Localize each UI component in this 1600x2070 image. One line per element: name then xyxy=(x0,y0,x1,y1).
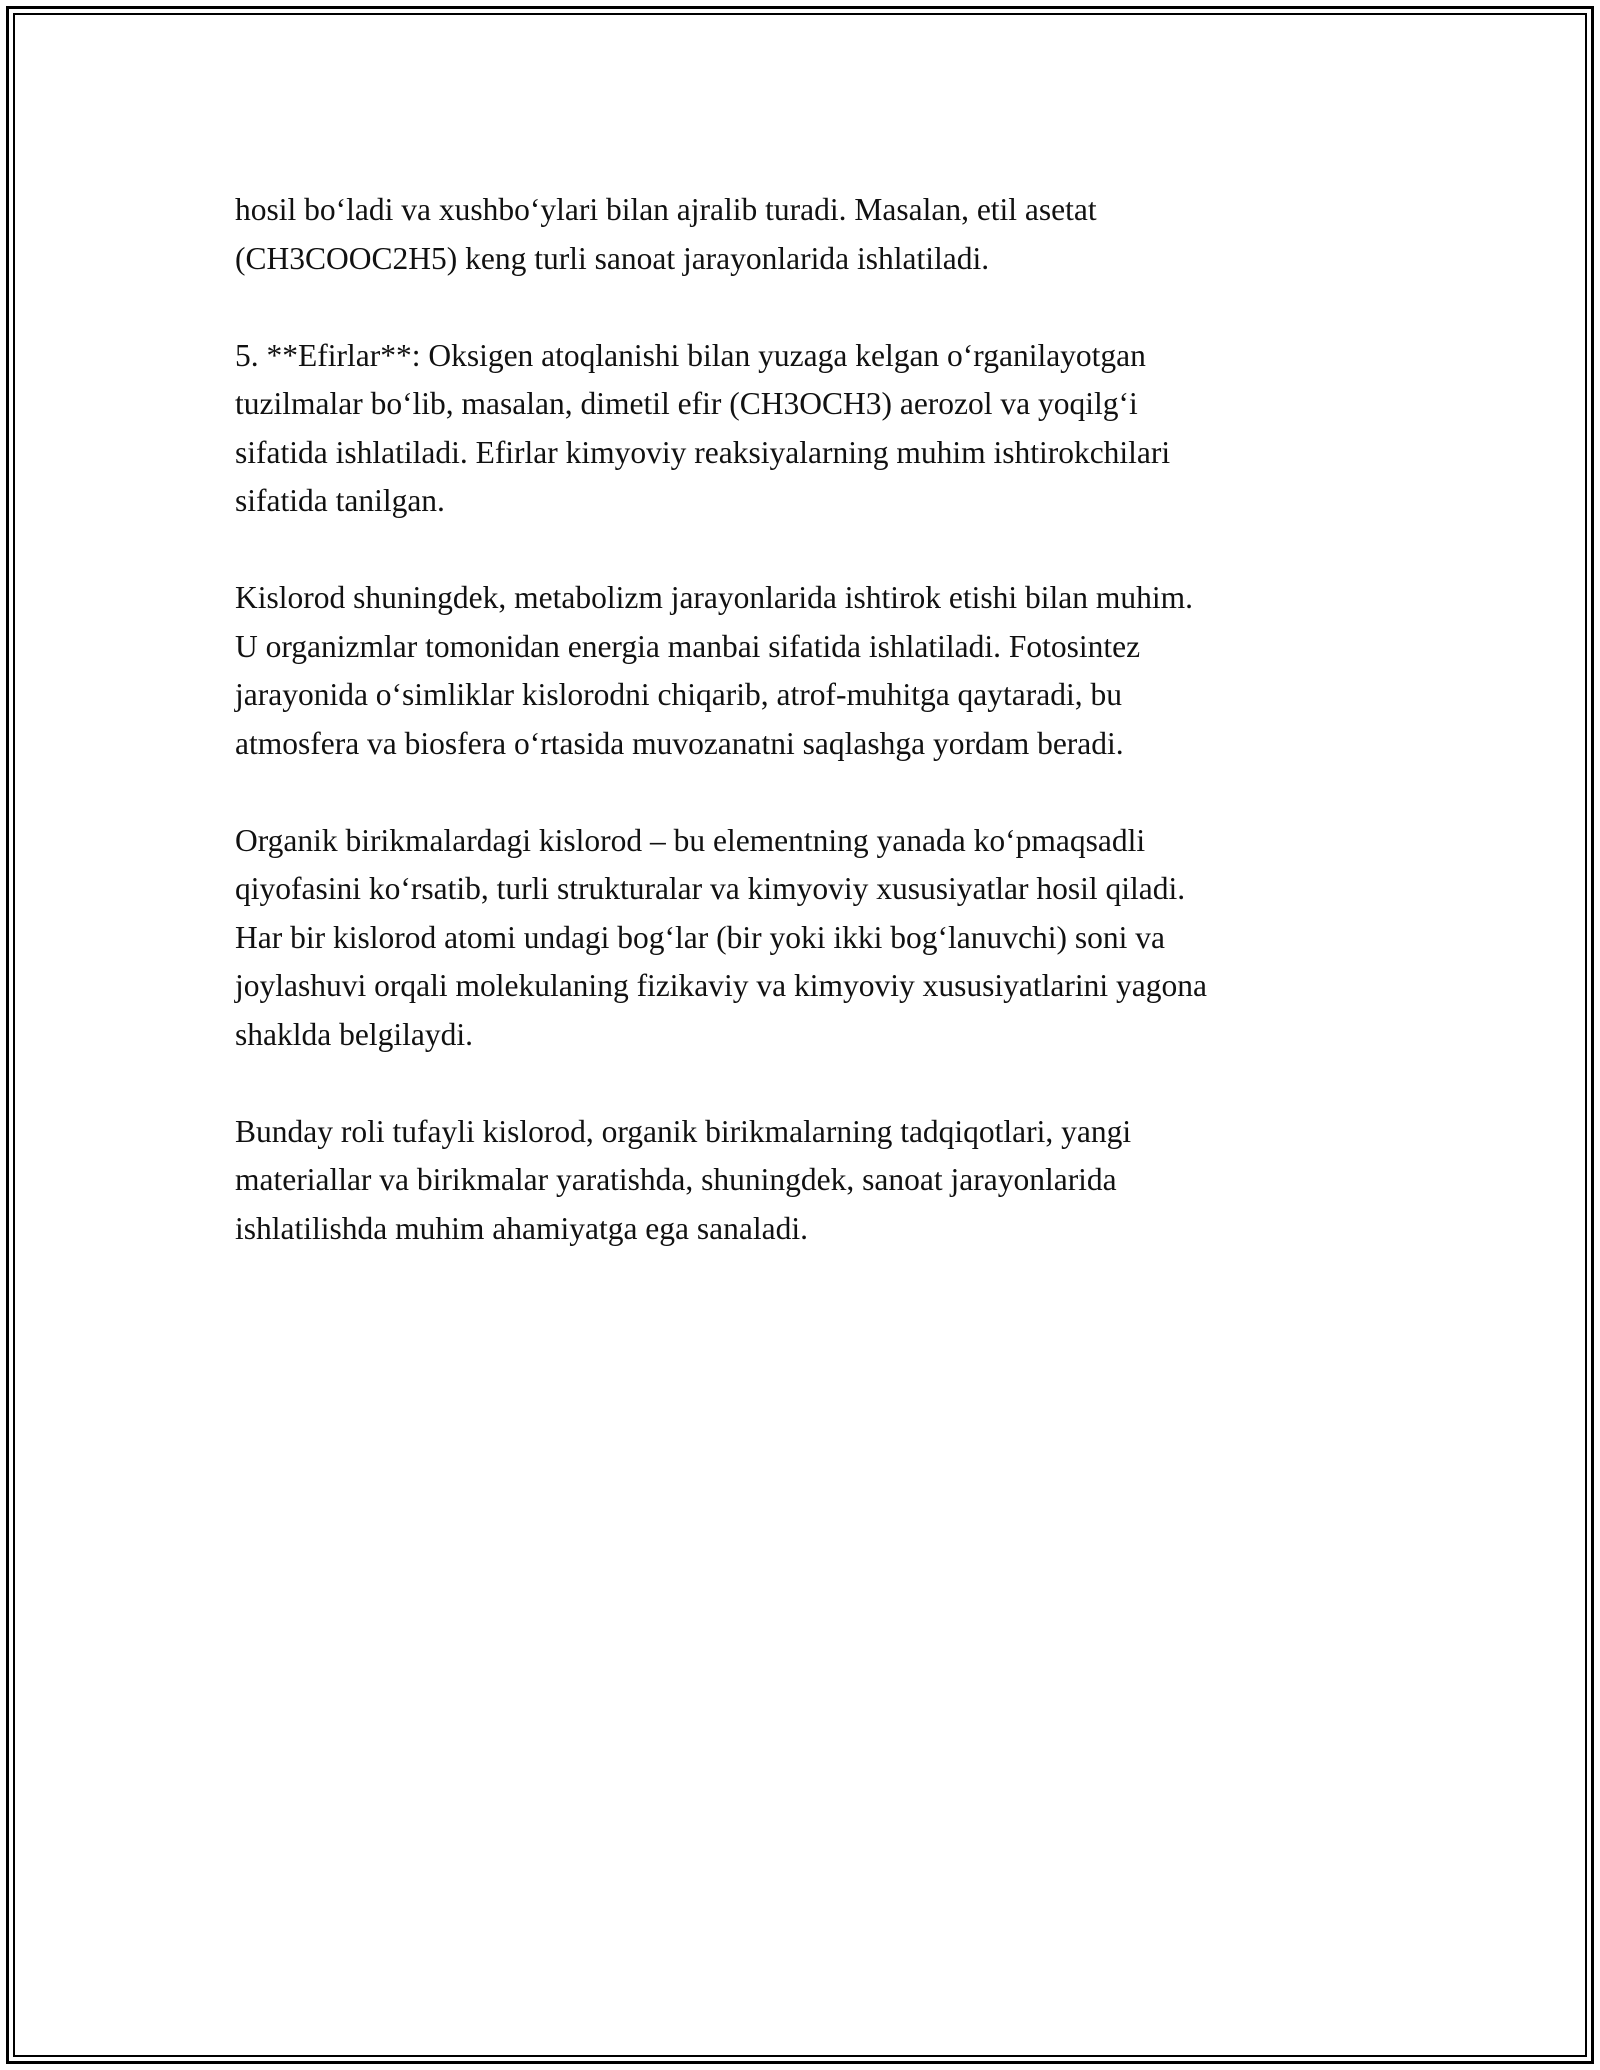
text-line: Organik birikmalardagi kislorod – bu elementning yanada ko‘pmaqsadli xyxy=(235,822,1146,858)
text-line: Kislorod shuningdek, metabolizm jarayonlarida ishtirok etishi bilan muhim. xyxy=(235,580,1193,615)
text-line: Har bir kislorod atomi undagi bog‘lar (bir yoki ikki bog‘lanuvchi) soni va xyxy=(235,919,1165,955)
paragraph-ethers xyxy=(235,332,1385,526)
text-line: Bunday roli tufayli kislorod, organik birikmalarning tadqiqotlari, yangi xyxy=(235,1113,1132,1149)
text-line: shaklda belgilaydi. xyxy=(235,1016,473,1052)
text-line: tuzilmalar bo‘lib, masalan, dimetil efir (CH3OCH3) aerozol va yoqilg‘i xyxy=(235,386,1138,421)
paragraph-metabolism xyxy=(235,574,1385,768)
text-line: qiyofasini ko‘rsatib, turli strukturalar va kimyoviy xususiyatlar hosil qiladi. xyxy=(235,871,1186,906)
text-line: ishlatilishda muhim ahamiyatga ega sanaladi. xyxy=(235,1210,808,1246)
text-line: sifatida tanilgan. xyxy=(235,483,445,518)
text-line: sifatida ishlatiladi. Efirlar kimyoviy reaksiyalarning muhim ishtirokchilari xyxy=(235,434,1171,470)
text-line: 5. **Efirlar**: Oksigen atoqlanishi bilan yuzaga kelgan o‘rganilayotgan xyxy=(235,337,1146,373)
document-body xyxy=(235,186,1385,1302)
text-line: joylashuvi orqali molekulaning fizikaviy va kimyoviy xususiyatlarini yagona xyxy=(235,968,1207,1003)
text-line: hosil bo‘ladi va xushbo‘ylari bilan ajralib turadi. Masalan, etil asetat xyxy=(235,192,1097,227)
paragraph-organic-oxygen xyxy=(235,817,1385,1060)
text-line: jarayonida o‘simliklar kislorodni chiqarib, atrof-muhitga qaytaradi, bu xyxy=(235,677,1122,712)
text-line: U organizmlar tomonidan energia manbai sifatida ishlatiladi. Fotosintez xyxy=(235,628,1141,664)
paragraph-ester-continuation xyxy=(235,186,1385,283)
paragraph-conclusion xyxy=(235,1108,1385,1254)
text-line: atmosfera va biosfera o‘rtasida muvozanatni saqlashga yordam beradi. xyxy=(235,725,1124,761)
text-line: materiallar va birikmalar yaratishda, shuningdek, sanoat jarayonlarida xyxy=(235,1162,1117,1197)
text-line: (CH3COOC2H5) keng turli sanoat jarayonlarida ishlatiladi. xyxy=(235,240,990,276)
